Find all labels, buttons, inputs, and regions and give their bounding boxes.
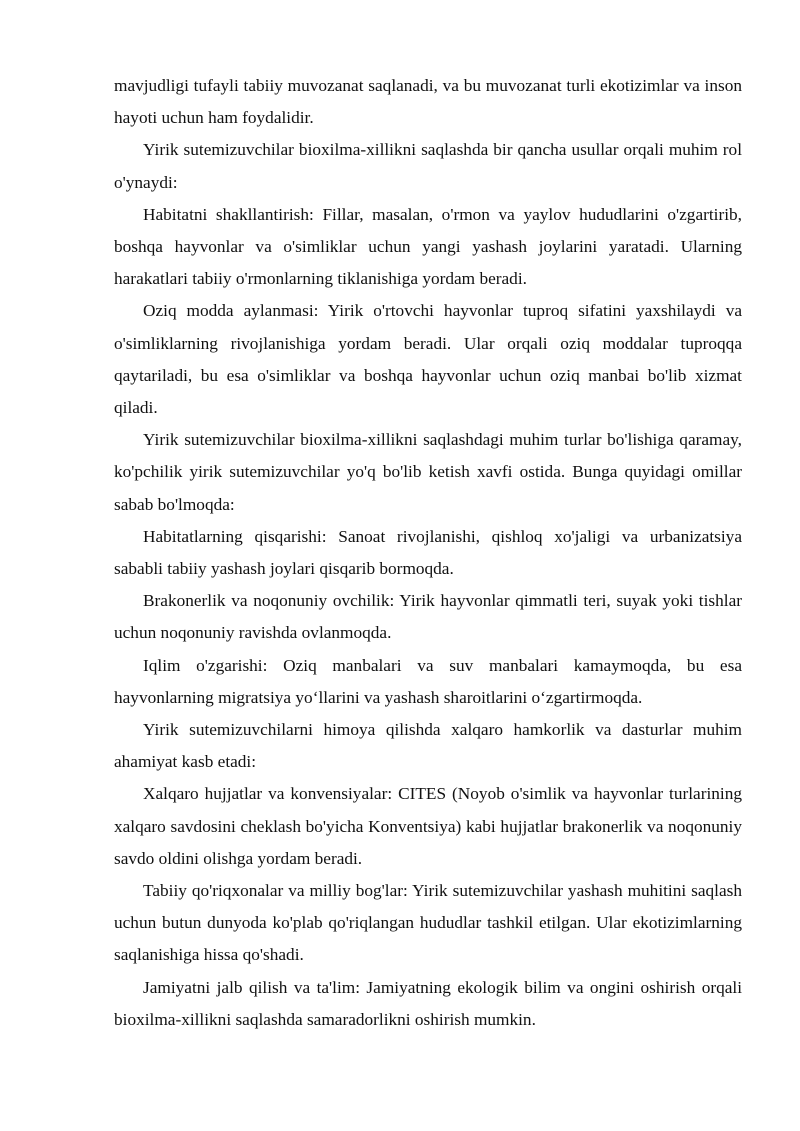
paragraph-habitat-loss: Habitatlarning qisqarishi: Sanoat rivojlanishi, qishloq xo'jaligi va urbanizatsiya sababli tabiiy yashash joylari qisqarib bormoqda. <box>114 526 742 579</box>
paragraph-threats-intro: Yirik sutemizuvchilar bioxilma-xillikni saqlashdagi muhim turlar bo'lishiga qaramay, ko'pchilik yirik sutemizuvchilar yo'q bo'lib ketish xavfi ostida. Bunga quyidagi omillar sabab bo'lmoqda: <box>114 430 742 514</box>
paragraph-climate-change: Iqlim o'zgarishi: Oziq manbalari va suv manbalari kamaymoqda, bu esa hayvonlarning migratsiya yo‘llarini va yashash sharoitlarini o‘zgartirmoqda. <box>114 655 742 707</box>
paragraph-protection-intro: Yirik sutemizuvchilarni himoya qilishda xalqaro hamkorlik va dasturlar muhim ahamiyat kasb etadi: <box>114 720 742 772</box>
document-page <box>114 70 742 1036</box>
paragraph-poaching: Brakonerlik va noqonuniy ovchilik: Yirik hayvonlar qimmatli teri, suyak yoki tishlar uchun noqonuniy ravishda ovlanmoqda. <box>114 591 742 643</box>
paragraph-community-education: Jamiyatni jalb qilish va ta'lim: Jamiyatning ekologik bilim va ongini oshirish orqali bioxilma-xillikni saqlashda samaradorlikni oshirish mumkin. <box>114 977 742 1029</box>
paragraph-nutrient-cycle: Oziq modda aylanmasi: Yirik o'rtovchi hayvonlar tuproq sifatini yaxshilaydi va o'simliklarning rivojlanishiga yordam beradi. Ular orqali oziq moddalar tuproqqa qaytariladi, bu esa o'simliklar va boshqa hayvonlar uchun oziq manbai bo'lib xizmat qiladi. <box>114 301 742 418</box>
paragraph-reserves-parks: Tabiiy qo'riqxonalar va milliy bog'lar: Yirik sutemizuvchilar yashash muhitini saqlash uchun butun dunyoda ko'plab qo'riqlangan hududlar tashkil etilgan. Ular ekotizimlarning saqlanishiga hissa qo'shadi. <box>114 881 742 965</box>
paragraph-international-docs: Xalqaro hujjatlar va konvensiyalar: CITES (Noyob o'simlik va hayvonlar turlarining xalqaro savdosini cheklash bo'yicha Konventsiya) kabi hujjatlar brakonerlik va noqonuniy savdo oldini olishga yordam beradi. <box>114 784 742 868</box>
paragraph-intro-methods: Yirik sutemizuvchilar bioxilma-xillikni saqlashda bir qancha usullar orqali muhim rol o'ynaydi: <box>114 140 742 192</box>
paragraph-habitat-shaping: Habitatni shakllantirish: Fillar, masalan, o'rmon va yaylov hududlarini o'zgartirib, boshqa hayvonlar va o'simliklar uchun yangi yashash joylarini yaratadi. Ularning harakatlari tabiiy o'rmonlarning tiklanishiga yordam beradi. <box>114 204 742 289</box>
paragraph-continuation: mavjudligi tufayli tabiiy muvozanat saqlanadi, va bu muvozanat turli ekotizimlar va inson hayoti uchun ham foydalidir. <box>114 76 742 128</box>
